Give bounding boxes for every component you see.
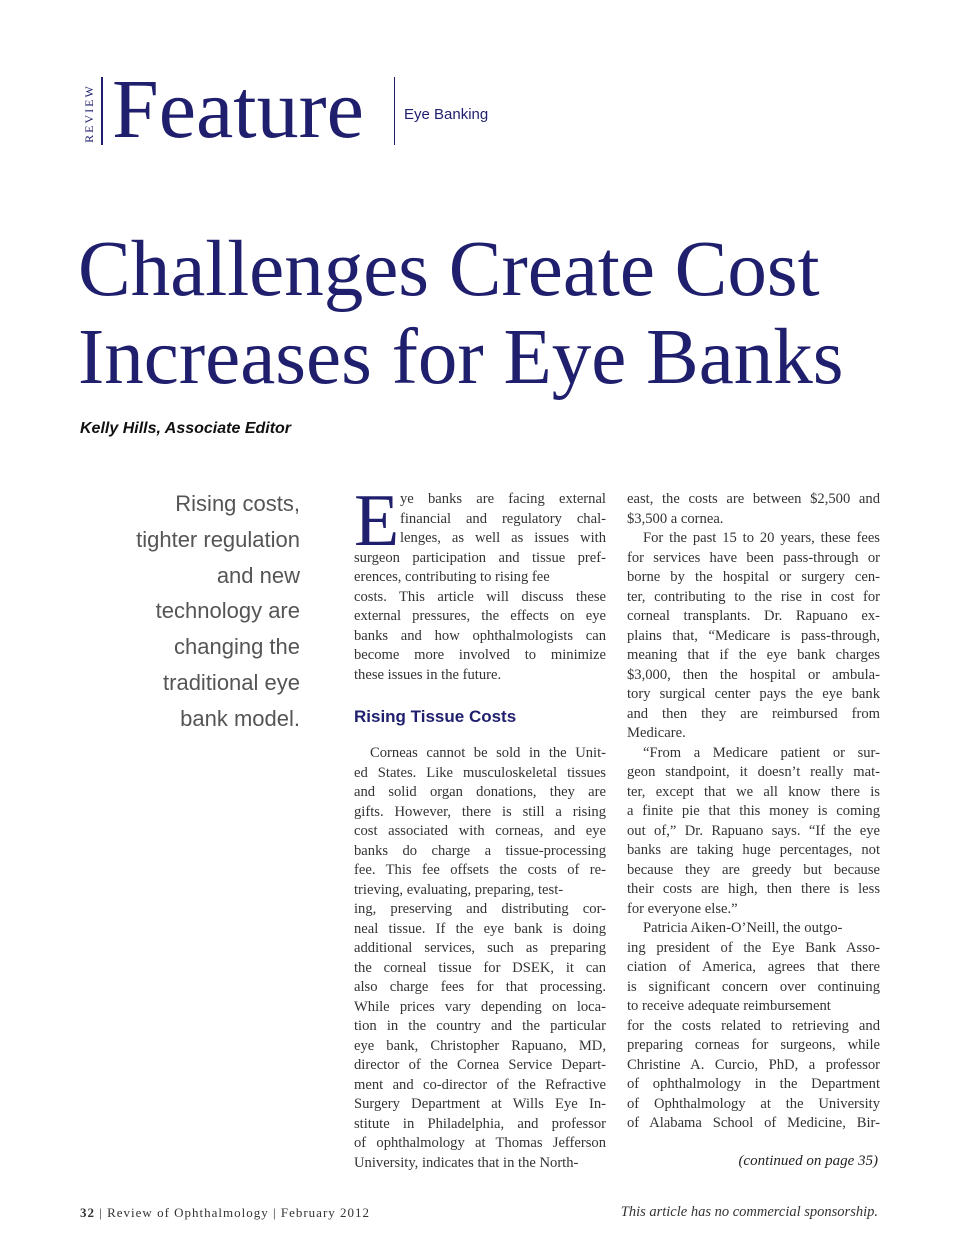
text-line: out of,” Dr. Rapuano says. “If the eye	[627, 822, 880, 839]
pull-quote-line: bank model.	[180, 705, 300, 731]
text-line: is significant concern over continuing	[627, 978, 880, 995]
text-line: become more involved to minimize	[354, 647, 606, 663]
text-line: financial and regulatory chal-	[400, 510, 606, 527]
text-line: borne by the hospital or surgery cen-	[627, 569, 880, 585]
header-rule-right	[394, 77, 395, 145]
article-intro	[354, 480, 606, 685]
text-line: plains that, “Medicare is pass-through,	[627, 627, 880, 644]
text-line: banks and how ophthalmologists can	[354, 627, 606, 644]
pull-quote-line: Rising costs,	[175, 491, 300, 516]
pull-quote-line: and new	[216, 562, 300, 588]
text-line: and solid organ donations, they are	[354, 784, 606, 800]
sponsorship-note: This article has no commercial sponsorship.	[620, 1204, 878, 1220]
text-line: meaning that if the eye bank charges	[627, 647, 880, 663]
page-number: 32	[80, 1205, 95, 1220]
text-line: the corneal tissue for DSEK, it can	[354, 959, 606, 976]
pull-quote-line: traditional eye	[163, 669, 300, 695]
text-line: external pressures, the effects on eye	[354, 608, 606, 624]
article-column-2	[627, 490, 880, 1134]
text-line: Patricia Aiken-O’Neill, the outgo-	[643, 920, 843, 936]
text-line: eye bank, Christopher Rapuano, MD,	[354, 1037, 606, 1054]
text-line: For the past 15 to 20 years, these fees	[643, 530, 880, 546]
text-line: geon standpoint, it doesn’t really mat-	[627, 764, 880, 780]
text-line: University, indicates that in the North-	[354, 1154, 579, 1171]
section-subhead: Rising Tissue Costs	[354, 707, 517, 726]
text-line: ye banks are facing external	[400, 491, 606, 507]
text-line: of Alabama School of Medicine, Bir-	[627, 1115, 880, 1131]
text-line: because they are greedy but because	[627, 861, 880, 878]
text-line: for the costs related to retrieving and	[627, 1017, 880, 1034]
text-line: neal tissue. If the eye bank is doing	[354, 920, 606, 937]
header-rule-left	[101, 77, 103, 145]
text-line: Surgery Department at Wills Eye In-	[354, 1096, 606, 1112]
text-line: ing, preserving and distributing cor-	[354, 901, 606, 917]
text-line: ter, contributing to the rise in cost for	[627, 588, 880, 605]
text-line: Corneas cannot be sold in the Unit-	[370, 745, 606, 761]
text-line: and then they are reimbursed from	[627, 705, 880, 722]
text-line: Medicare.	[627, 725, 686, 741]
text-line: erences, contributing to rising fee	[354, 569, 550, 585]
pull-quote	[120, 486, 300, 737]
text-line: ment and co-director of the Refractive	[354, 1076, 606, 1093]
text-line: $3,000, then the hospital or ambula-	[627, 666, 880, 683]
text-line: surgeon participation and tissue pref-	[354, 549, 606, 566]
text-line: fee. This fee offsets the costs of re-	[354, 862, 606, 878]
text-line: ed States. Like musculoskeletal tissues	[354, 764, 606, 781]
text-line: Christine A. Curcio, PhD, a professor	[627, 1056, 880, 1073]
text-line: While prices vary depending on loca-	[354, 998, 606, 1015]
text-line: stitute in Philadelphia, and professor	[354, 1115, 606, 1132]
article-column-1	[354, 744, 606, 1173]
text-line: ter, except that we all know there is	[627, 783, 880, 800]
pull-quote-line: technology are	[155, 598, 300, 624]
text-line: preparing corneas for surgeons, while	[627, 1037, 880, 1053]
text-line: trieving, evaluating, preparing, test-	[354, 881, 564, 898]
text-line: tory surgical center pays the eye bank	[627, 686, 880, 702]
text-line: “From a Medicare patient or sur-	[643, 744, 880, 761]
text-line: ciation of America, agrees that there	[627, 959, 880, 975]
text-line: a finite pie that this money is coming	[627, 803, 880, 819]
text-line: lenges, as well as issues with	[400, 530, 606, 546]
text-line: corneal transplants. Dr. Rapuano ex-	[627, 608, 880, 624]
text-line: cost associated with corneas, and eye	[354, 823, 606, 839]
text-line: for everyone else.”	[627, 900, 738, 917]
footer-folio	[80, 1205, 370, 1221]
text-line: ing president of the Eye Bank Asso-	[627, 939, 880, 956]
publication-info: | Review of Ophthalmology | February 2012	[99, 1205, 371, 1220]
text-line: costs. This article will discuss these	[354, 588, 606, 605]
text-line: tion in the country and the particular	[354, 1018, 606, 1034]
text-line: of Ophthalmology at the University	[627, 1095, 880, 1112]
pull-quote-line: changing the	[174, 634, 300, 660]
byline: Kelly Hills, Associate Editor	[80, 420, 292, 437]
article-title	[78, 226, 938, 402]
text-line: $3,500 a cornea.	[627, 510, 724, 527]
text-line: of ophthalmology in the Department	[627, 1076, 880, 1092]
text-line: gifts. However, there is still a rising	[354, 803, 606, 820]
title-line-2: Increases for Eye Banks	[78, 314, 844, 401]
drop-cap: E	[354, 480, 400, 562]
text-line: director of the Cornea Service Depart-	[354, 1057, 606, 1073]
text-line: additional services, such as preparing	[354, 940, 606, 956]
text-line: these issues in the future.	[354, 666, 502, 683]
section-tag: Eye Banking	[404, 106, 489, 123]
text-line: banks do charge a tissue-processing	[354, 842, 606, 859]
review-text: REVIEW	[81, 83, 96, 143]
title-line-1: Challenges Create Cost	[78, 226, 820, 313]
text-line: their costs are high, then there is less	[627, 881, 880, 897]
text-line: for services have been pass-through or	[627, 549, 880, 566]
pull-quote-line: tighter regulation	[136, 526, 300, 552]
continued-note: (continued on page 35)	[738, 1153, 878, 1169]
feature-heading: Feature	[112, 63, 364, 156]
text-line: banks are taking huge percentages, not	[627, 842, 880, 858]
text-line: to receive adequate reimbursement	[627, 998, 831, 1014]
text-line: of ophthalmology at Thomas Jefferson	[354, 1135, 606, 1151]
review-label	[80, 80, 98, 146]
text-line: also charge fees for that processing.	[354, 979, 606, 995]
text-line: east, the costs are between $2,500 and	[627, 491, 880, 507]
